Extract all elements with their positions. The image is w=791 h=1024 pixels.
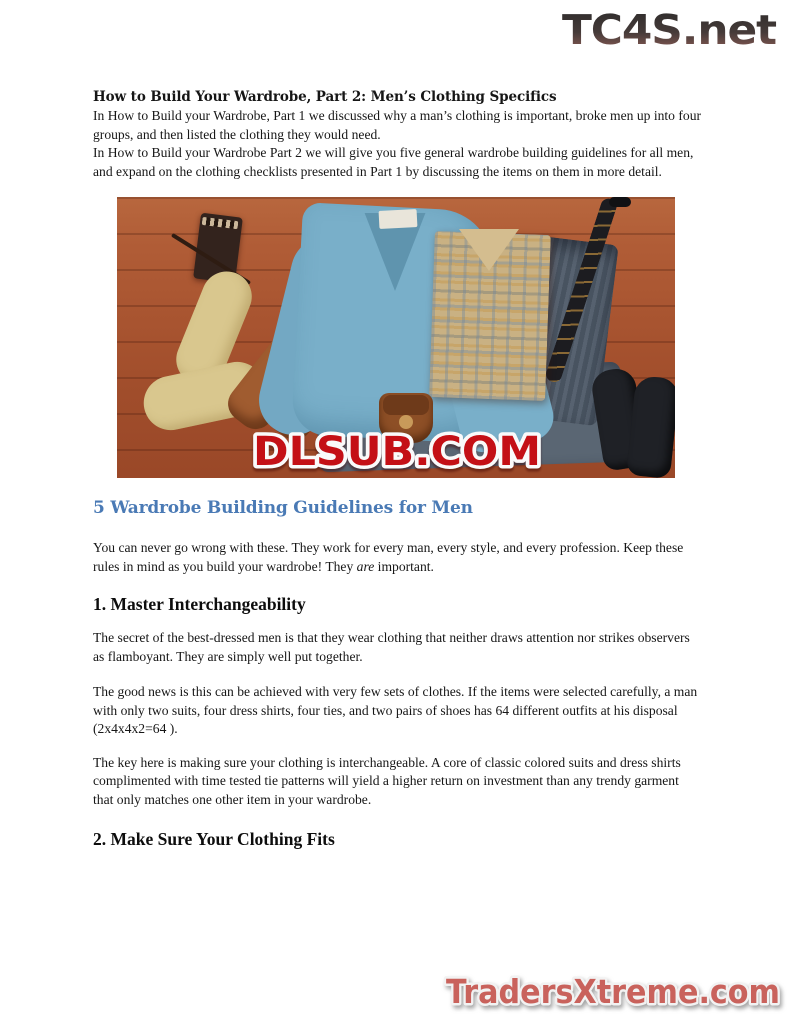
sweater-label-icon xyxy=(379,209,418,229)
subsection1-paragraph-2: The good news is this can be achieved with very few sets of clothes. If the items were selected carefully, a man with only two suits, four dress shirts, four ties, and two pairs of shoes has 64 different outfits at his disposal (2x4x4x2=64 ). xyxy=(93,684,698,736)
guidelines-intro-text: You can never go wrong with these. They work for every man, every style, and every profession. Keep these rules in mind as you build your wardrobe! They xyxy=(93,540,684,574)
article-title: How to Build Your Wardrobe, Part 2: Men’s Clothing Specifics xyxy=(93,89,557,105)
subsection-heading-2: 2. Make Sure Your Clothing Fits xyxy=(93,829,335,849)
wardrobe-photo xyxy=(117,197,675,478)
dlsub-watermark xyxy=(247,424,547,476)
guidelines-intro-emphasis: are xyxy=(356,558,375,574)
subsection1-paragraph-3: The key here is making sure your clothing is interchangeable. A core of classic colored suits and dress shirts complimented with time tested tie patterns will yield a higher return on investment than any trendy garment that only matches one other item in your wardrobe. xyxy=(93,754,681,807)
umbrella-handle-icon xyxy=(609,197,631,207)
article-body xyxy=(93,0,701,850)
subsection-heading-1: 1. Master Interchangeability xyxy=(93,594,306,614)
guidelines-intro-paragraph xyxy=(93,539,701,576)
intro-paragraph-1: In How to Build your Wardrobe, Part 1 we discussed why a man’s clothing is important, broke men up into four groups, and then listed the clothing they would need. xyxy=(93,108,702,142)
tradersxtreme-logo xyxy=(437,965,789,1024)
subsection1-paragraph-1: The secret of the best-dressed men is that they wear clothing that neither draws attention nor strikes observers as flamboyant. They are simply well put together. xyxy=(93,630,690,664)
section-heading-guidelines: 5 Wardrobe Building Guidelines for Men xyxy=(93,498,473,518)
guidelines-intro-text-end: important. xyxy=(374,558,434,574)
tc4s-logo-text: TC4S.net xyxy=(562,6,777,54)
pouch-flap-icon xyxy=(383,395,429,415)
dlsub-watermark-text: DLSUB.COM xyxy=(253,429,541,475)
brush-bristles-icon xyxy=(202,217,239,229)
tradersxtreme-logo-text: TradersXtreme.com xyxy=(446,972,780,1011)
intro-paragraph-2: In How to Build your Wardrobe Part 2 we will give you five general wardrobe building guidelines for all men, and expand on the clothing checklists presented in Part 1 by discussing the items on them in more detail. xyxy=(93,145,694,179)
